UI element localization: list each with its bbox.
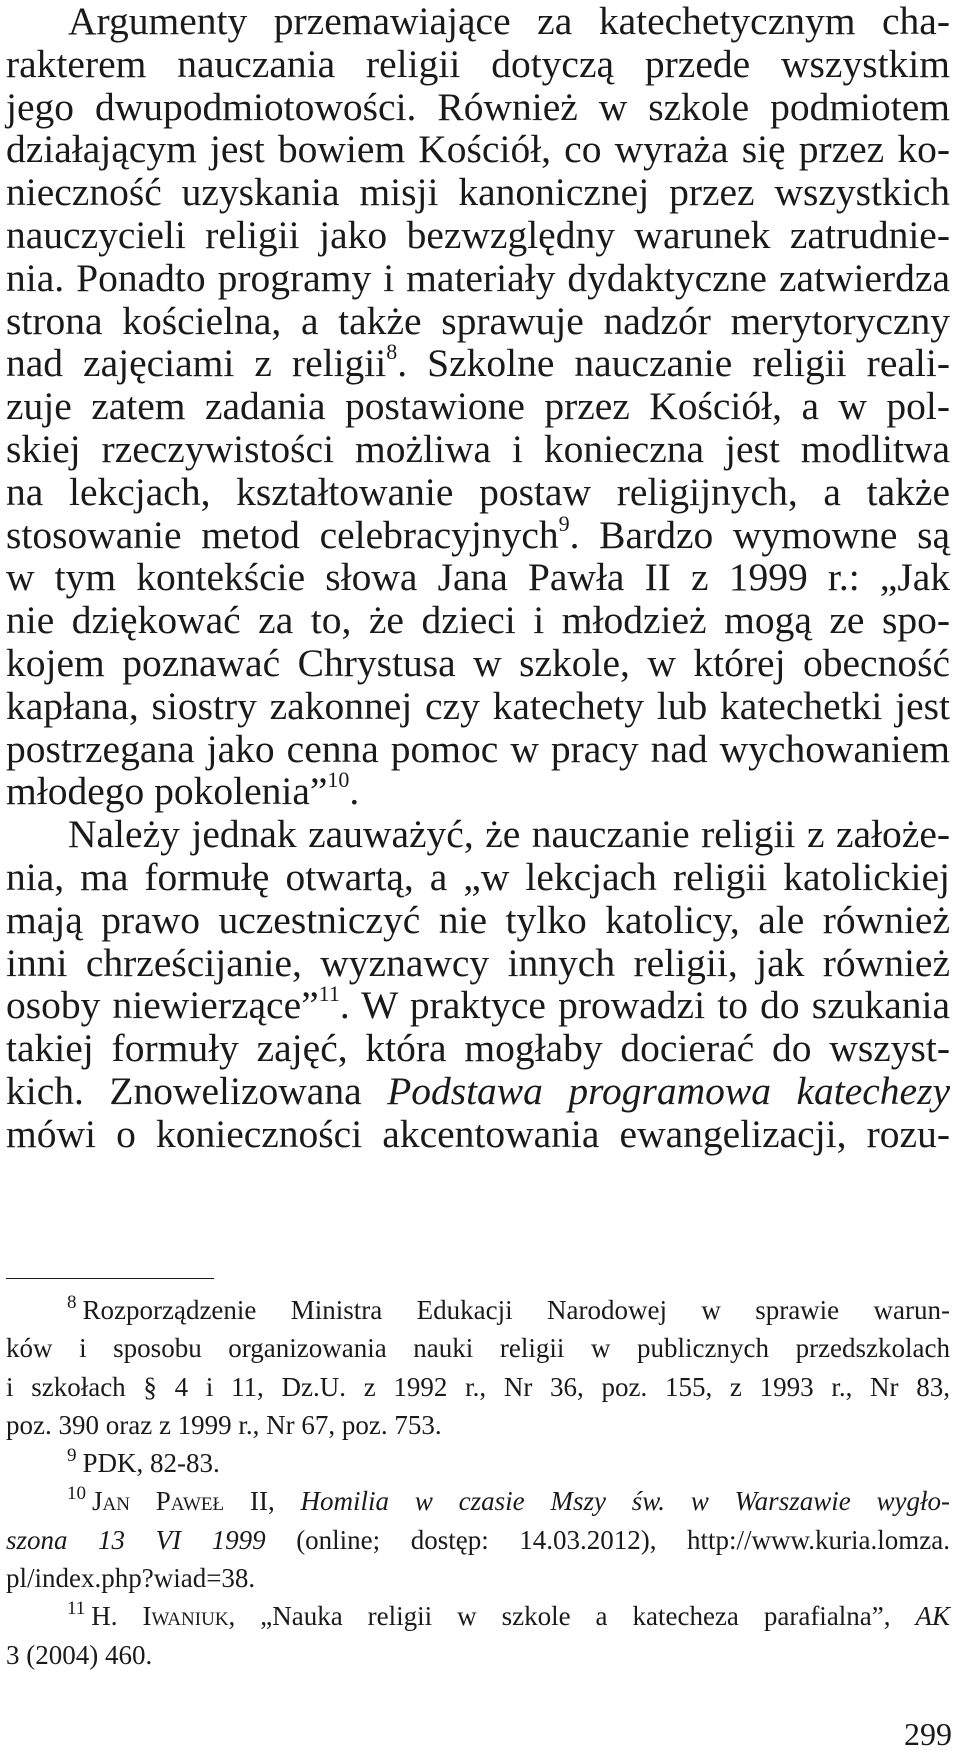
text-line: nie dziękować za to, że dzieci i młodzież mogą ze spo- (6, 598, 950, 643)
text-line: jego dwupodmiotowości. Również w szkole podmiotem (6, 84, 950, 129)
text-line: strona kościelna, a także sprawuje nadzór merytoryczny (6, 298, 950, 343)
footnote-line: ków i sposobu organizowania nauki religii w publicznych przedszkolach (6, 1333, 950, 1364)
main-text (6, 0, 950, 1156)
text-line: działającym jest bowiem Kościół, co wyraża się przez ko- (6, 127, 950, 172)
footnote-ref-9[interactable]: 9 (558, 510, 570, 536)
text-span: stosowanie metod celebracyjnych (6, 512, 559, 557)
footnote-line: i szkołach § 4 i 11, Dz.U. z 1992 r., Nr 36, poz. 155, z 1993 r., Nr 83, (6, 1371, 950, 1402)
footnote-9 (6, 1444, 950, 1482)
text-line: mają prawo uczestniczyć nie tylko katolicy, ale również (6, 897, 950, 942)
footnote-line: 3 (2004) 460. (6, 1639, 153, 1670)
footnote-ref-11[interactable]: 11 (318, 981, 340, 1007)
text-line: nia, ma formułę otwartą, a „w lekcjach religii katolickiej (6, 854, 950, 899)
text-span: Rozporządzenie Ministra Edukacji Narodowej w sprawie warun- (82, 1295, 950, 1325)
text-span: H. (91, 1601, 143, 1632)
text-span: osoby niewierzące” (6, 983, 319, 1028)
text-span: nad zajęciami z religii (6, 341, 387, 386)
italic-title: Homilia w czasie Mszy św. w Warszawie wygło- (300, 1486, 951, 1517)
italic-title: Podstawa programowa katechezy (387, 1068, 950, 1113)
footnote-line (6, 1444, 950, 1482)
paragraph-2 (6, 813, 950, 1155)
footnote-number: 9 (67, 1445, 77, 1467)
text-line: skiej rzeczywistości możliwa i konieczna jest modlitwa (6, 426, 950, 471)
footnote-number: 8 (67, 1292, 77, 1313)
text-line: nauczycieli religii jako bezwzględny warunek zatrudnie- (6, 212, 950, 257)
footnote-separator (6, 1278, 214, 1279)
text-line: kojem poznawać Chrystusa w szkole, w której obecność (6, 640, 950, 685)
author-name: Jan Paweł (92, 1486, 225, 1517)
text-line (6, 1070, 950, 1113)
footnote-ref-8[interactable]: 8 (386, 339, 398, 365)
footnote-line (6, 1597, 950, 1635)
text-span: (online; dostęp: 14.03.2012), http://www.kuria.lomza. (265, 1524, 950, 1555)
italic-title: szona 13 VI 1999 (6, 1524, 266, 1555)
text-span: kich. Znowelizowana (6, 1068, 388, 1113)
text-line: mówi o konieczności akcentowania ewangelizacji, rozu- (6, 1111, 950, 1156)
text-line: rakterem nauczania religii dotyczą przede wszystkim (6, 41, 950, 86)
text-span: młodego pokolenia” (6, 769, 328, 814)
footnote-ref-10[interactable]: 10 (327, 767, 350, 793)
text-line: nieczność uzyskania misji kanonicznej przez wszystkich (6, 170, 950, 215)
text-span: , „Nauka religii w szkole a katecheza parafialna”, (228, 1601, 916, 1632)
footnotes (6, 1291, 950, 1674)
text-line: nia. Ponadto programy i materiały dydaktyczne zatwierdza (6, 255, 950, 300)
text-span: PDK, 82-83. (82, 1448, 220, 1479)
footnote-line: poz. 390 oraz z 1999 r., Nr 67, poz. 753. (6, 1409, 442, 1440)
text-line: kapłana, siostry zakonnej czy katechety lub katechetki jest (6, 683, 950, 728)
text-span: II, (224, 1486, 301, 1517)
text-line: postrzegana jako cenna pomoc w pracy nad wychowaniem (6, 726, 950, 771)
page-number: 299 (904, 1716, 952, 1752)
text-line (6, 510, 950, 557)
footnote-line (6, 1291, 950, 1329)
text-line (6, 767, 950, 814)
footnote-number: 11 (67, 1598, 86, 1620)
text-span: . Szkolne nauczanie religii reali- (397, 341, 950, 386)
footnote-10 (6, 1482, 950, 1597)
text-line: na lekcjach, kształtowanie postaw religijnych, a także (6, 469, 950, 514)
text-span: . W praktyce prowadzi to do szukania (339, 983, 950, 1028)
journal-abbrev: AK (915, 1601, 950, 1632)
text-line: w tym kontekście słowa Jana Pawła II z 1999 r.: „Jak (6, 555, 950, 600)
text-line: Argumenty przemawiające za katechetycznym cha- (68, 0, 950, 43)
footnote-8 (6, 1291, 950, 1444)
text-line: zuje zatem zadania postawione przez Kościół, a w pol- (6, 384, 950, 429)
text-line (6, 981, 950, 1028)
text-line (6, 339, 950, 386)
footnote-line: pl/index.php?wiad=38. (6, 1563, 256, 1594)
text-line: inni chrześcijanie, wyznawcy innych religii, jak również (6, 940, 950, 985)
text-span: . (349, 769, 360, 814)
paragraph-1 (6, 0, 950, 813)
text-span: . Bardzo wymowne są (569, 512, 950, 557)
footnote-line (6, 1521, 950, 1559)
footnote-11 (6, 1597, 950, 1674)
text-line: Należy jednak zauważyć, że nauczanie religii z założe- (68, 812, 950, 857)
footnote-number: 10 (67, 1483, 86, 1505)
author-name: Iwaniuk (142, 1601, 229, 1632)
footnote-line (6, 1482, 950, 1520)
text-line: takiej formuły zajęć, która mogłaby docierać do wszyst- (6, 1026, 950, 1071)
